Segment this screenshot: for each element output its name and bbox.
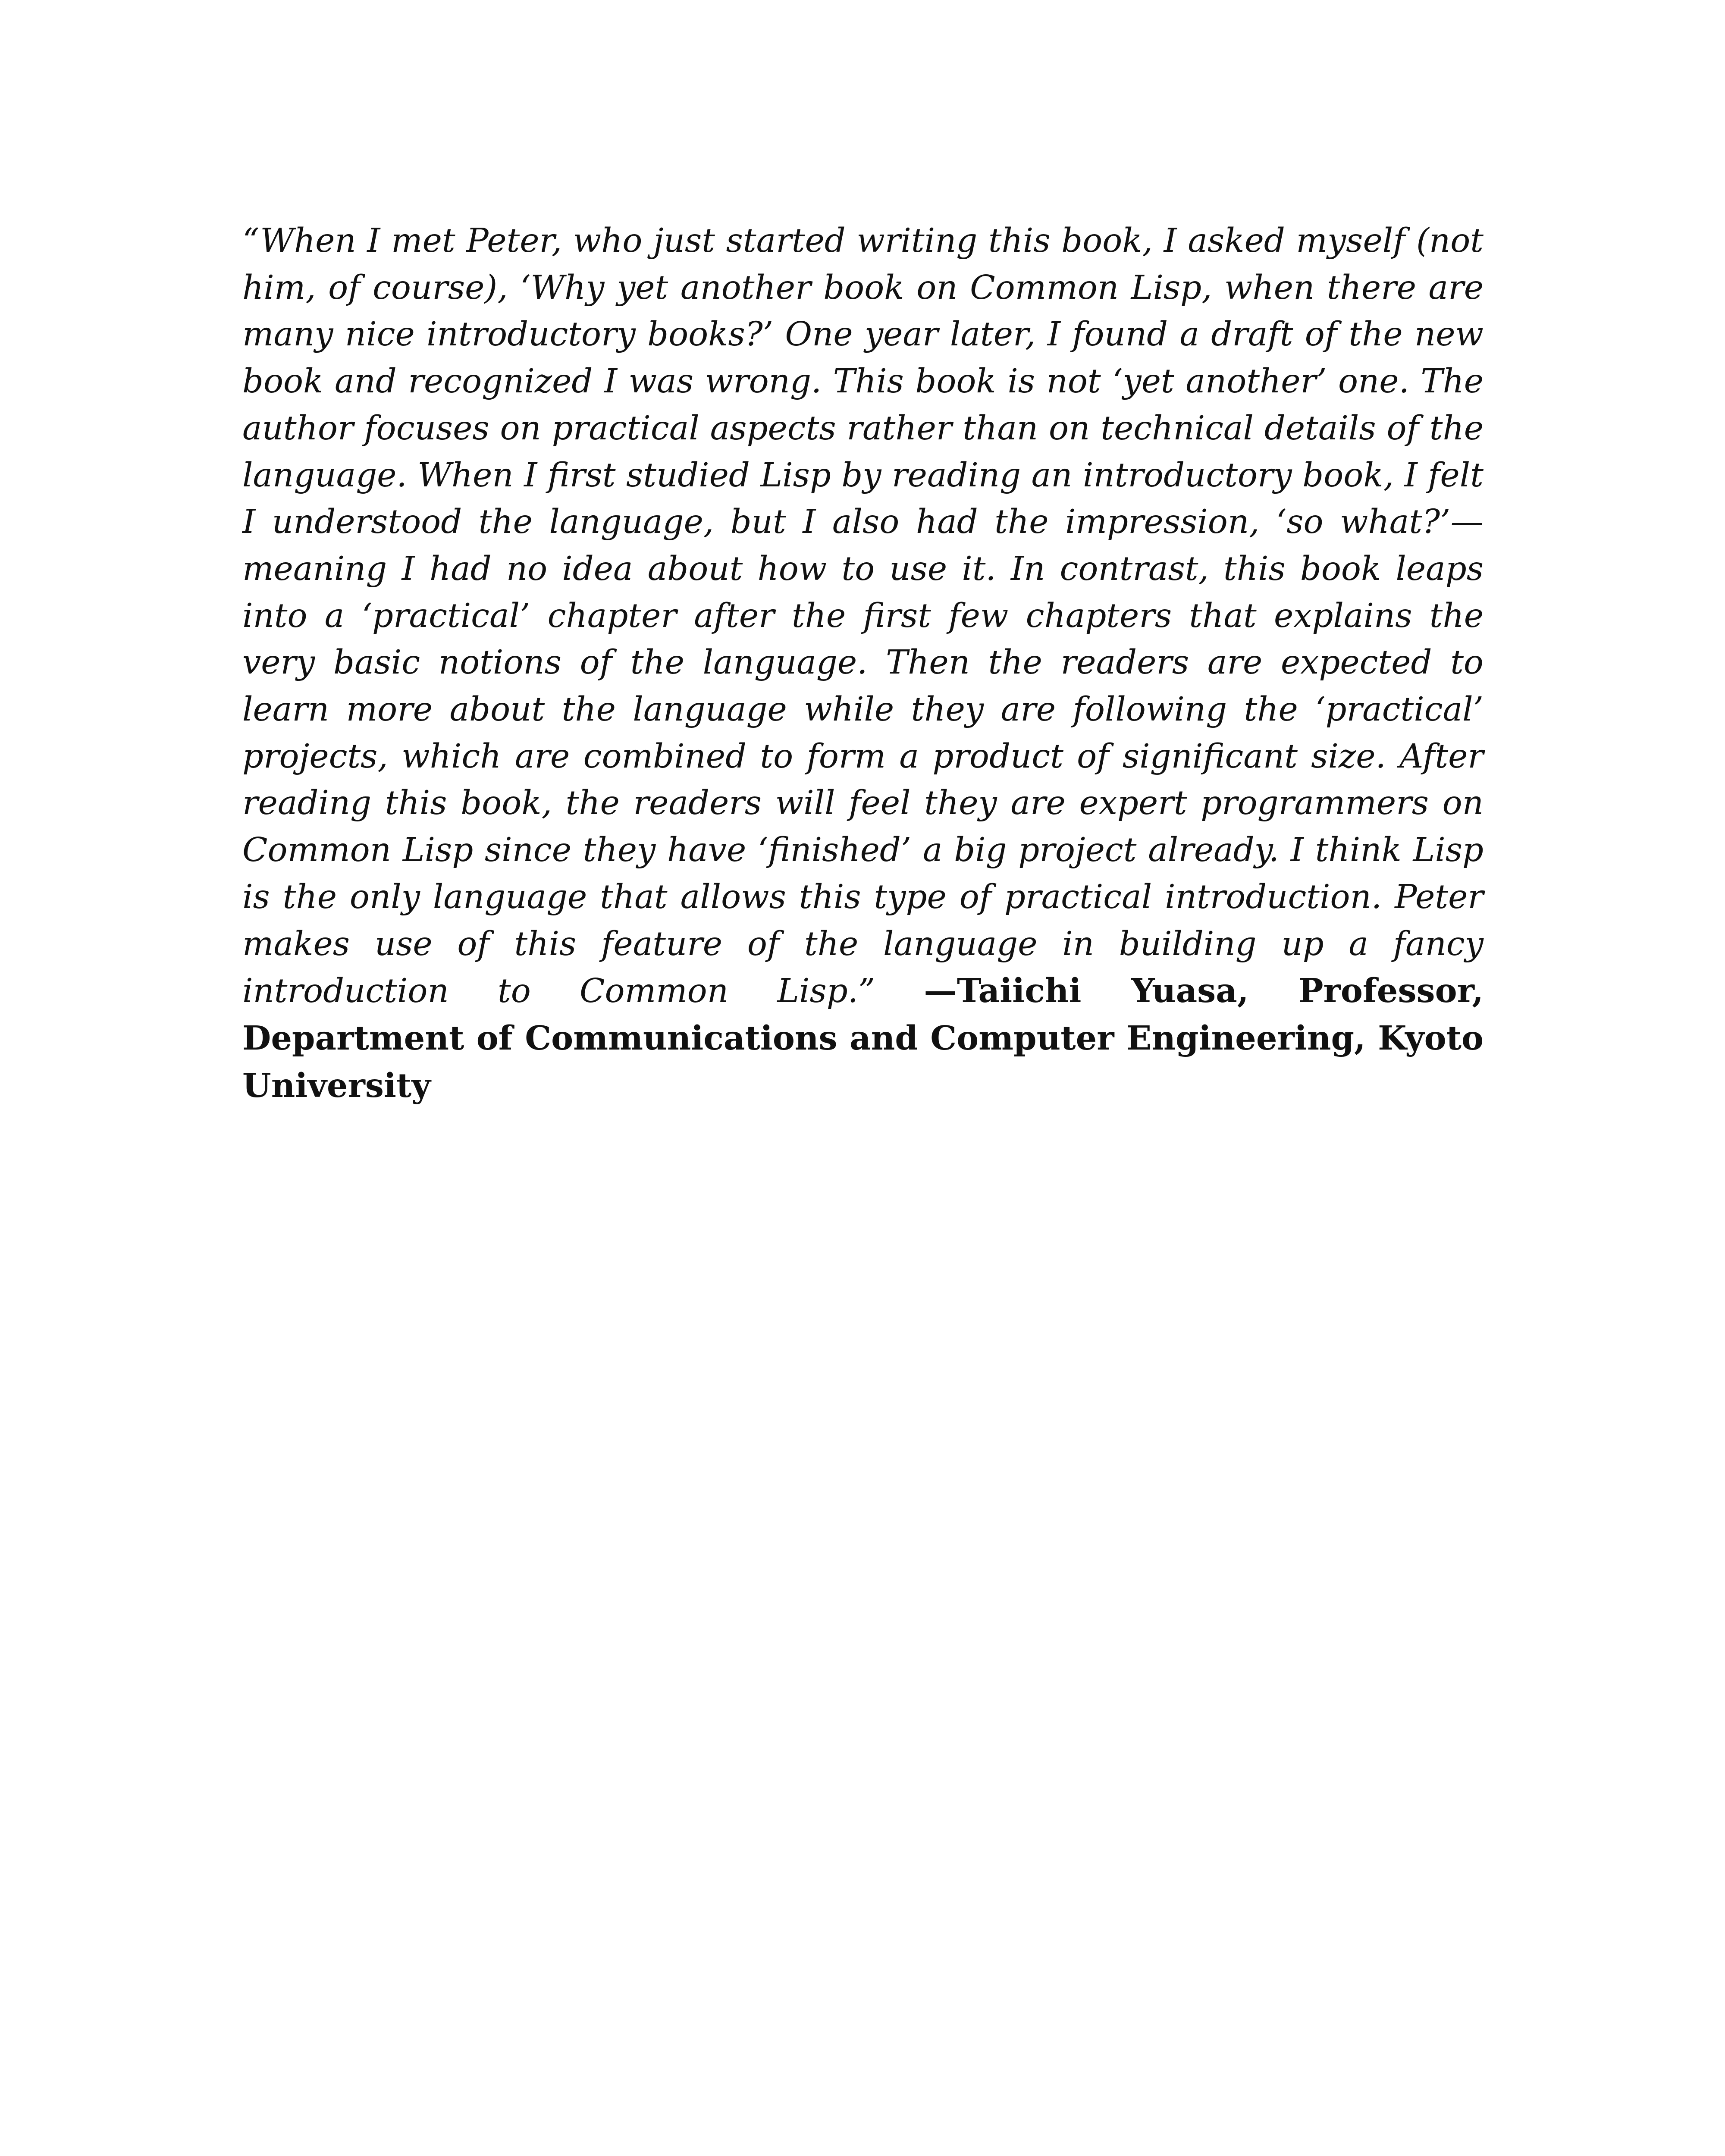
praise-attribution: —Taiichi Yuasa, Professor, Department of Communications and Computer Engineering, Kyoto University	[242, 971, 1484, 1105]
praise-quote: “When I met Peter, who just started writing this book, I asked myself (not him, of course), ‘Why yet another book on Common Lisp, when there are many nice introductory books?’ One year later, I found a draft of the new book and recognized I was wrong. This book is not ‘yet another’ one. The author focuses on practical aspects rather than on technical details of the language. When I first studied Lisp by reading an introductory book, I felt I understood the language, but I also had the impression, ‘so what?’—meaning I had no idea about how to use it. In contrast, this book leaps into a ‘practical’ chapter after the first few chapters that explains the very basic notions of the language. Then the readers are expected to learn more about the language while they are following the ‘practical’ projects, which are combined to form a product of significant size. After reading this book, the readers will feel they are expert programmers on Common Lisp since they have ‘finished’ a big project already. I think Lisp is the only language that allows this type of practical introduction. Peter makes use of this feature of the language in building up a fancy introduction to Common Lisp.”	[242, 222, 1484, 1011]
praise-blurb	[242, 218, 1484, 1109]
